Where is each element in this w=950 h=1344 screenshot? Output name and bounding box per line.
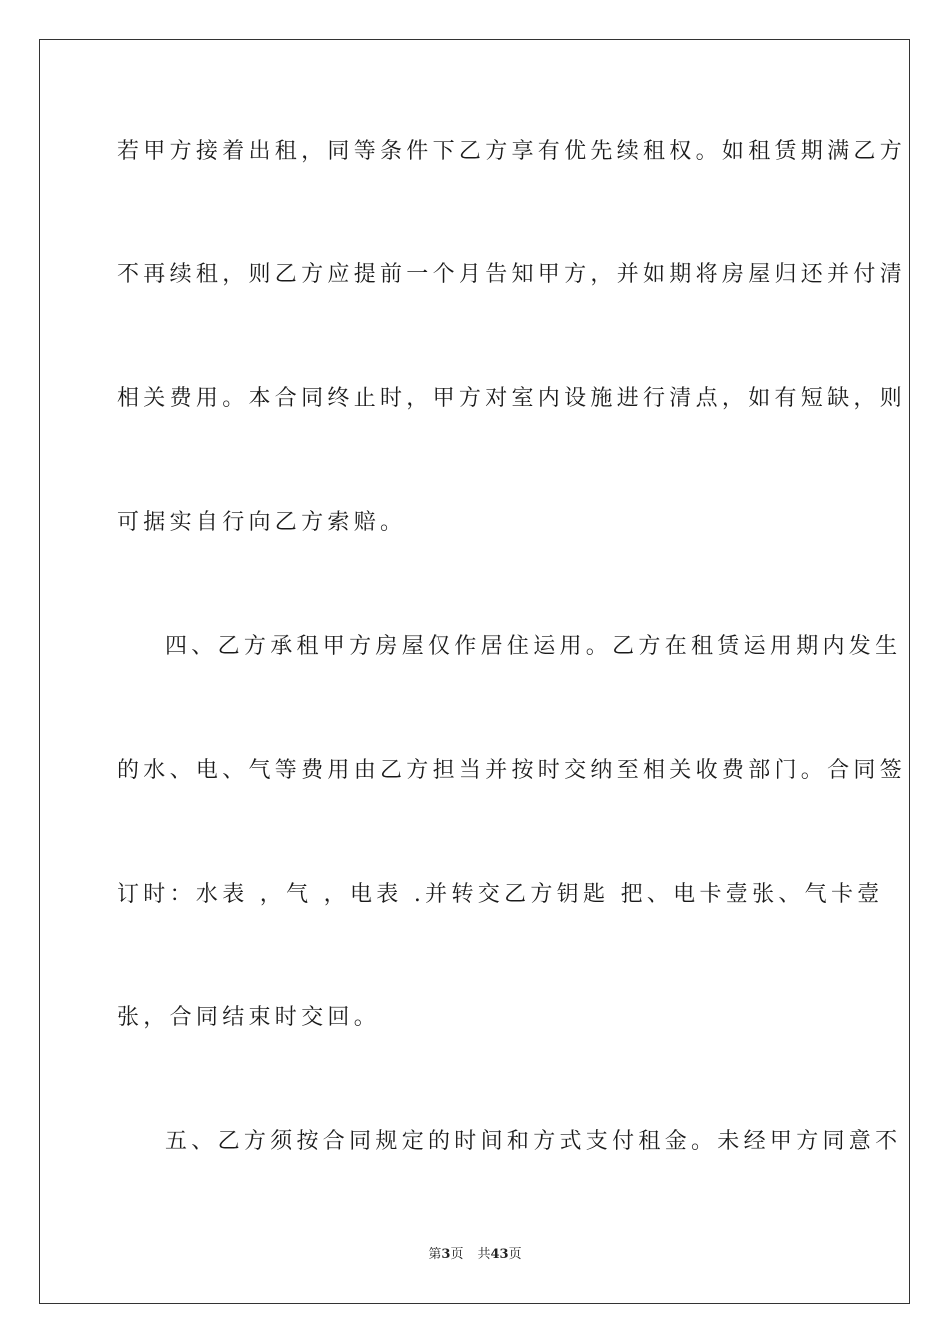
body-line-2: 不再续租，则乙方应提前一个月告知甲方，并如期将房屋归还并付清 xyxy=(117,262,907,287)
body-line-6: 的水、电、气等费用由乙方担当并按时交纳至相关收费部门。合同签 xyxy=(117,758,907,783)
body-line-5: 四、乙方承租甲方房屋仅作居住运用。乙方在租赁运用期内发生 xyxy=(165,634,902,659)
page-frame xyxy=(39,39,910,1304)
body-line-8: 张，合同结束时交回。 xyxy=(117,1005,381,1030)
page-footer xyxy=(0,1246,950,1264)
footer-page-number: 3 xyxy=(441,1247,451,1262)
body-line-3: 相关费用。本合同终止时，甲方对室内设施进行清点，如有短缺，则 xyxy=(117,386,907,411)
footer-total-prefix: 共 xyxy=(477,1247,491,1262)
body-line-7: 订时：水表 ，气 ，电表 .并转交乙方钥匙 把、电卡壹张、气卡壹 xyxy=(117,882,884,907)
body-line-4: 可据实自行向乙方索赔。 xyxy=(117,510,407,535)
footer-total-suffix: 页 xyxy=(508,1247,522,1262)
footer-total-pages: 43 xyxy=(490,1247,509,1262)
body-line-9: 五、乙方须按合同规定的时间和方式支付租金。未经甲方同意不 xyxy=(165,1129,902,1154)
body-line-1: 若甲方接着出租，同等条件下乙方享有优先续租权。如租赁期满乙方 xyxy=(117,139,907,164)
footer-page-prefix: 第 xyxy=(428,1247,442,1262)
footer-page-suffix: 页 xyxy=(450,1247,464,1262)
